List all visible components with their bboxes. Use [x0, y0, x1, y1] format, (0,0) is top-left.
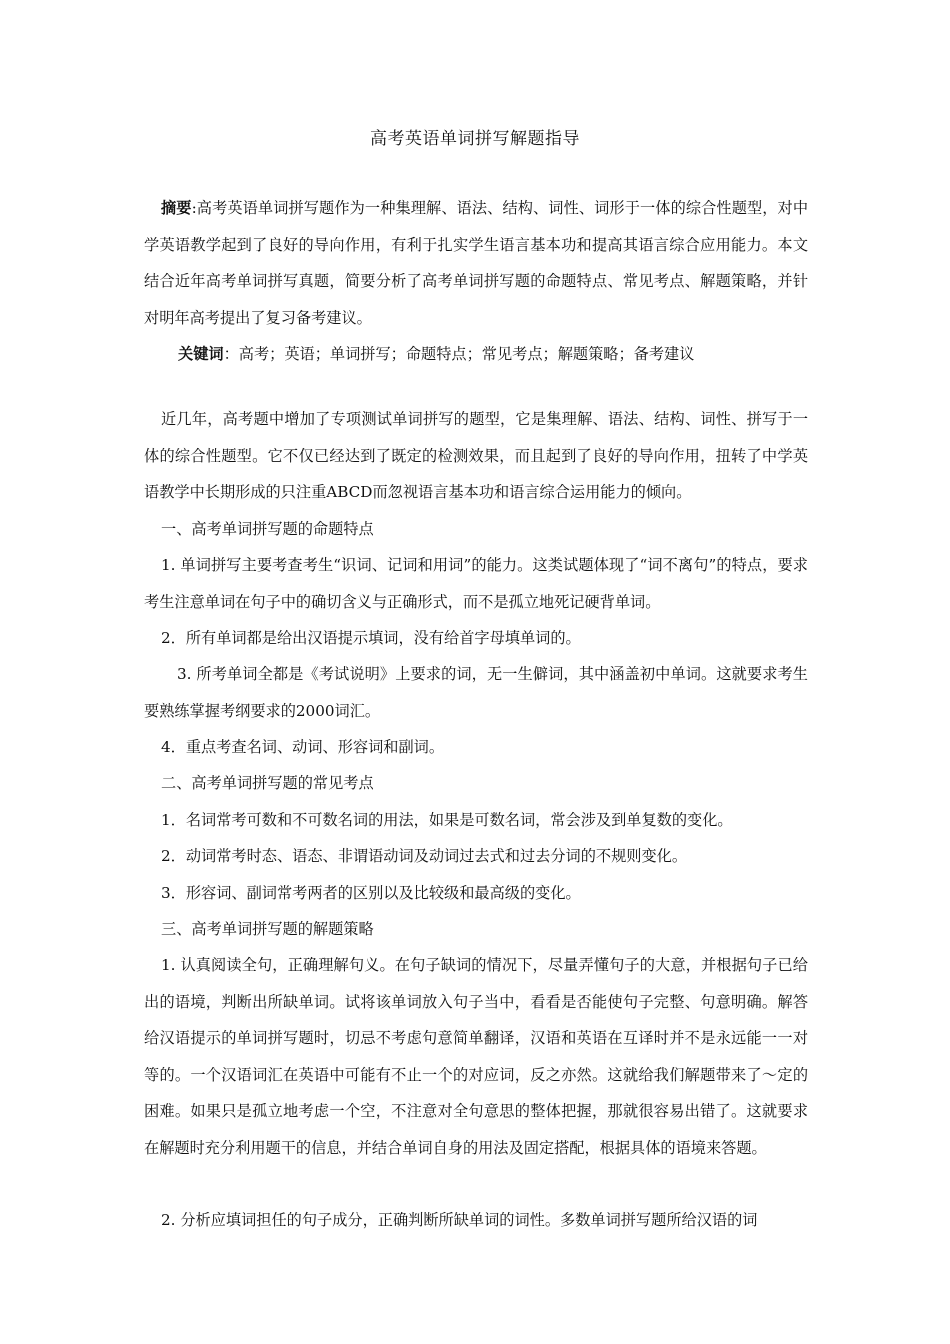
page-title: 高考英语单词拼写解题指导	[370, 129, 580, 149]
keywords-label: 关键词	[178, 345, 224, 363]
section-2-heading: 二、高考单词拼写题的常见考点	[161, 774, 374, 792]
section-2-point-2: 2．动词常考时态、语态、非谓语动词及动词过去式和过去分词的不规则变化。	[161, 847, 688, 865]
abstract-label: 摘要	[161, 199, 192, 217]
keywords-text: 高考；英语；单词拼写；命题特点；常见考点；解题策略；备考建议	[238, 345, 695, 363]
abstract-text: 高考英语单词拼写题作为一种集理解、语法、结构、词性、词形于一体的综合性题型，对中学英语教学起到了良好的导向作用，有利于扎实学生语言基本功和提高其语言综合应用能力。本文结合近年高考单词拼写真题，简要分析了高考单词拼写题的命题特点、常见考点、解题策略，并针对明年高考提出了复习备考建议。	[144, 199, 809, 327]
section-1-point-2: 2．所有单词都是给出汉语提示填词，没有给首字母填单词的。	[161, 629, 581, 647]
keywords-paragraph	[144, 336, 842, 373]
section-3-point-2: 2. 分析应填词担任的句子成分，正确判断所缺单词的词性。多数单词拼写题所给汉语的词	[161, 1211, 758, 1229]
abstract-colon: :	[191, 199, 197, 217]
section-1-heading: 一、高考单词拼写题的命题特点	[161, 520, 374, 538]
section-1-point-1: 1. 单词拼写主要考查考生“识词、记词和用词”的能力。这类试题体现了“词不离句”的特点，要求考生注意单词在句子中的确切含义与正确形式，而不是孤立地死记硬背单词。	[144, 556, 808, 611]
intro-paragraph: 近几年，高考题中增加了专项测试单词拼写的题型，它是集理解、语法、结构、词性、拼写于一体的综合性题型。它不仅已经达到了既定的检测效果，而且起到了良好的导向作用，扭转了中学英语教学中长期形成的只注重ABCD而忽视语言基本功和语言综合运用能力的倾向。	[144, 410, 808, 501]
section-1-point-3: 3. 所考单词全都是《考试说明》上要求的词，无一生僻词，其中涵盖初中单词。这就要求考生要熟练掌握考纲要求的2000词汇。	[144, 665, 808, 720]
section-2-point-1: 1．名词常考可数和不可数名词的用法，如果是可数名词，常会涉及到单复数的变化。	[161, 811, 733, 829]
abstract-paragraph	[144, 190, 808, 336]
section-3-heading: 三、高考单词拼写题的解题策略	[161, 920, 374, 938]
section-1-point-4: 4．重点考查名词、动词、形容词和副词。	[161, 738, 445, 756]
keywords-colon: ：	[223, 345, 239, 363]
section-2-point-3: 3．形容词、副词常考两者的区别以及比较级和最高级的变化。	[161, 884, 581, 902]
section-3-point-1: 1. 认真阅读全句，正确理解句义。在句子缺词的情况下，尽量弄懂句子的大意，并根据句子已给出的语境，判断出所缺单词。试将该单词放入句子当中，看看是否能使句子完整、句意明确。解答给汉语提示的单词拼写题时，切忌不考虑句意简单翻译，汉语和英语在互译时并不是永远能一一对等的。一个汉语词汇在英语中可能有不止一个的对应词，反之亦然。这就给我们解题带来了～定的困难。如果只是孤立地考虑一个空，不注意对全句意思的整体把握，那就很容易出错了。这就要求在解题时充分利用题干的信息，并结合单词自身的用法及固定搭配，根据具体的语境来答题。	[144, 956, 808, 1157]
